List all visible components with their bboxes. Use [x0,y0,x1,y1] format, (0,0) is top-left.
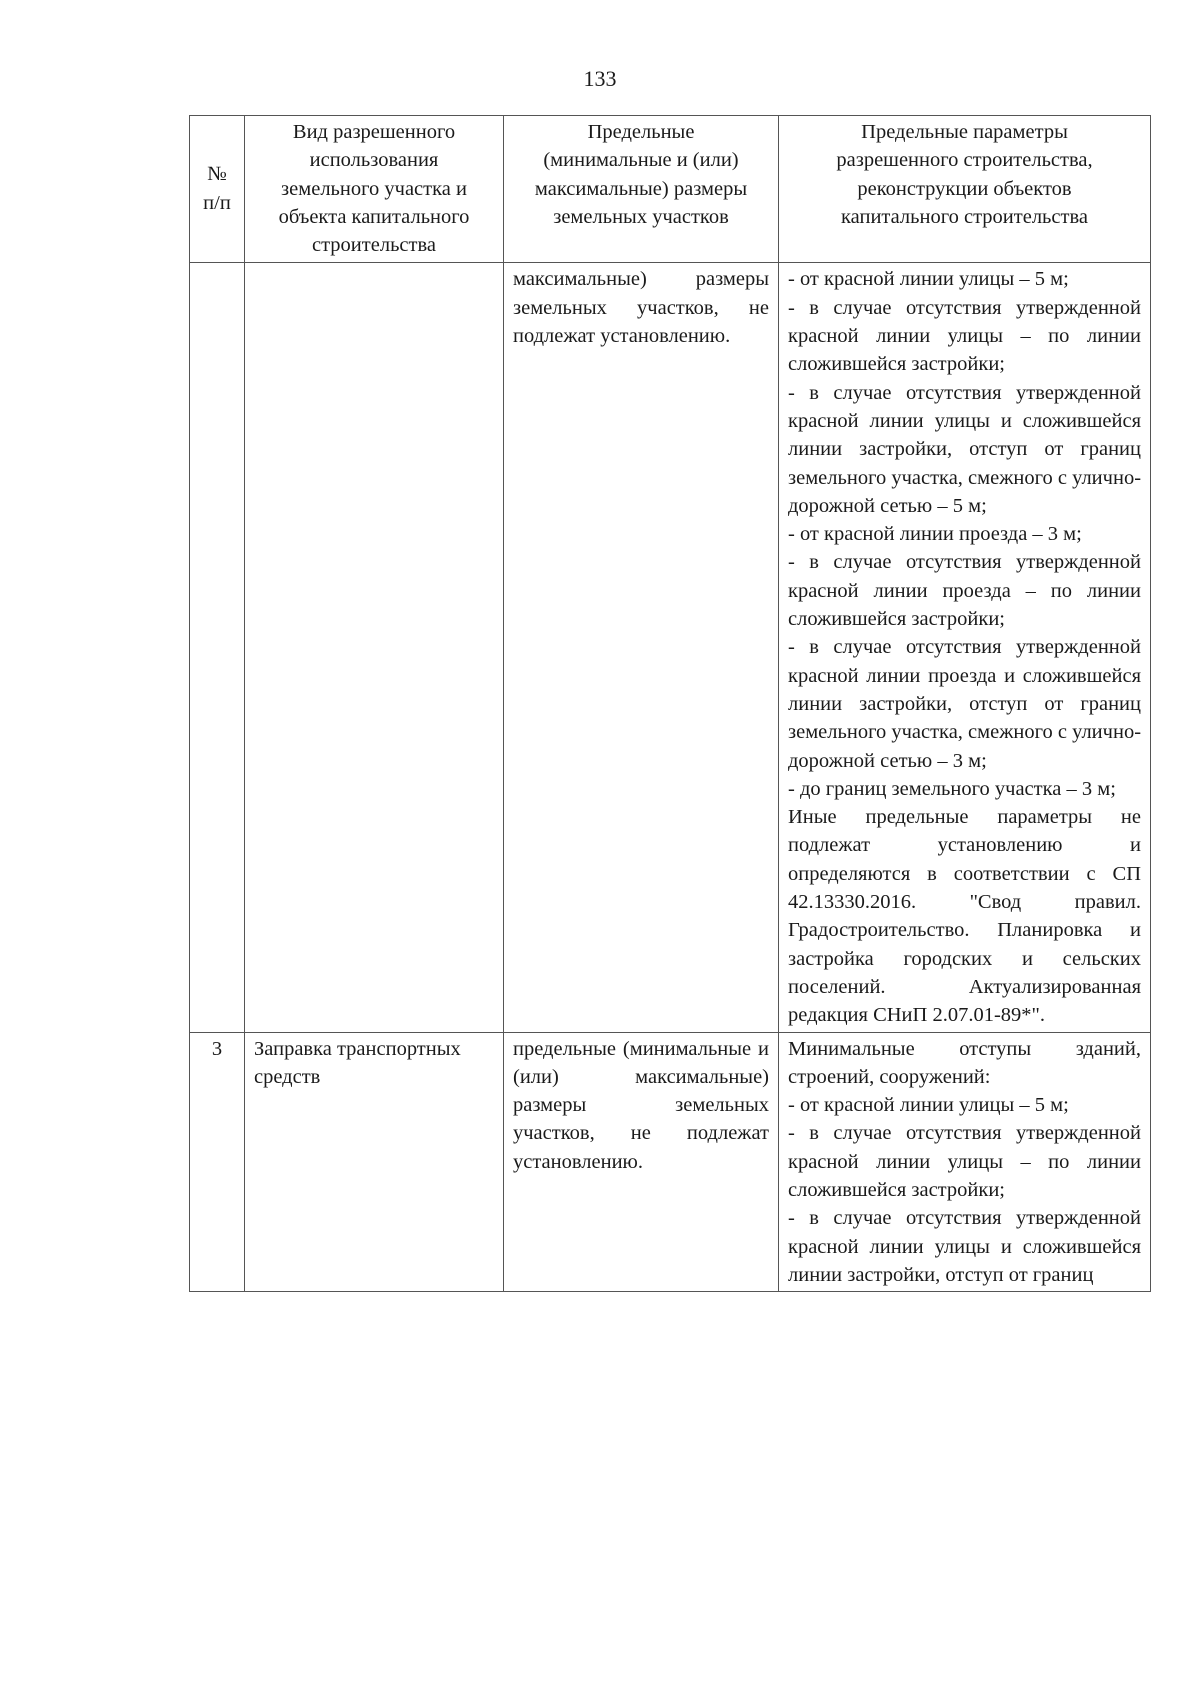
param-item: - в случае отсутствия утвержденной красной линии улицы – по линии сложившейся застройки; [788,1122,1141,1201]
header-size-limits-line: (минимальные и (или) [543,149,739,172]
row-num-cell [190,263,245,1032]
param-item: - в случае отсутствия утвержденной красной линии улицы и сложившейся линии застройки, отступ от границ [788,1207,1141,1286]
header-num [190,116,245,263]
header-num-line: № [207,163,227,186]
row-size-limits-cell [504,263,779,1032]
header-build-params-line: реконструкции объектов [857,177,1072,200]
table-row [190,1032,1151,1292]
size-limits-text: предельные (минимальные и (или) максимальные) размеры земельных участков, не подлежат установлению. [513,1037,769,1173]
row-build-params-cell [779,1032,1151,1292]
size-limits-text: максимальные) размеры земельных участков, не подлежат установлению. [513,268,769,348]
param-item: - в случае отсутствия утвержденной красной линии улицы – по линии сложившейся застройки; [788,296,1141,376]
header-size-limits-line: земельных участков [553,205,729,228]
param-item: - в случае отсутствия утвержденной красной линии проезда – по линии сложившейся застройки; [788,551,1141,631]
header-size-limits-line: максимальные) размеры [534,177,748,200]
param-item: Иные предельные параметры не подлежат установлению и определяются в соответствии с СП 42.13330.2016. "Свод правил. Градостроительство. Планировка и застройка городских и сельских поселений. Актуализированная редакция СНиП 2.07.01-89*". [788,806,1141,1027]
header-land-use-line: строительства [312,234,436,257]
param-item: Минимальные отступы зданий, строений, сооружений: [788,1037,1141,1088]
row-land-use-cell [245,263,504,1032]
param-item: - в случае отсутствия утвержденной красной линии улицы и сложившейся линии застройки, отступ от границ земельного участка, смежного с улично-дорожной сетью – 5 м; [788,381,1142,517]
header-size-limits [504,116,779,263]
header-build-params-line: капитального строительства [841,205,1088,228]
param-item: - в случае отсутствия утвержденной красной линии проезда и сложившейся линии застройки, отступ от границ земельного участка, смежного с улично-дорожной сетью – 3 м; [788,636,1142,772]
page-number: 133 [583,66,617,91]
header-num-line: п/п [203,191,231,214]
row-num-cell: 3 [190,1032,245,1292]
header-land-use-line: земельного участка и [281,177,467,200]
header-land-use-line: Вид разрешенного [292,121,456,143]
header-build-params [779,116,1151,263]
header-build-params-line: разрешенного строительства, [836,149,1093,172]
row-size-limits-cell [504,1032,779,1292]
regulations-table [189,115,1151,1292]
header-land-use-line: использования [309,149,439,172]
param-item: - до границ земельного участка – 3 м; [788,777,1116,800]
table-row [190,263,1151,1032]
param-item: - от красной линии проезда – 3 м; [788,523,1082,546]
row-land-use-cell: Заправка транспортных средств [245,1032,504,1292]
param-item: - от красной линии улицы – 5 м; [788,1094,1069,1117]
header-land-use [245,116,504,263]
table-header-row [190,116,1151,263]
param-item: - от красной линии улицы – 5 м; [788,268,1069,291]
header-build-params-line: Предельные параметры [861,121,1068,143]
header-land-use-line: объекта капитального [278,205,470,228]
header-size-limits-line: Предельные [587,121,695,143]
row-build-params-cell [779,263,1151,1032]
